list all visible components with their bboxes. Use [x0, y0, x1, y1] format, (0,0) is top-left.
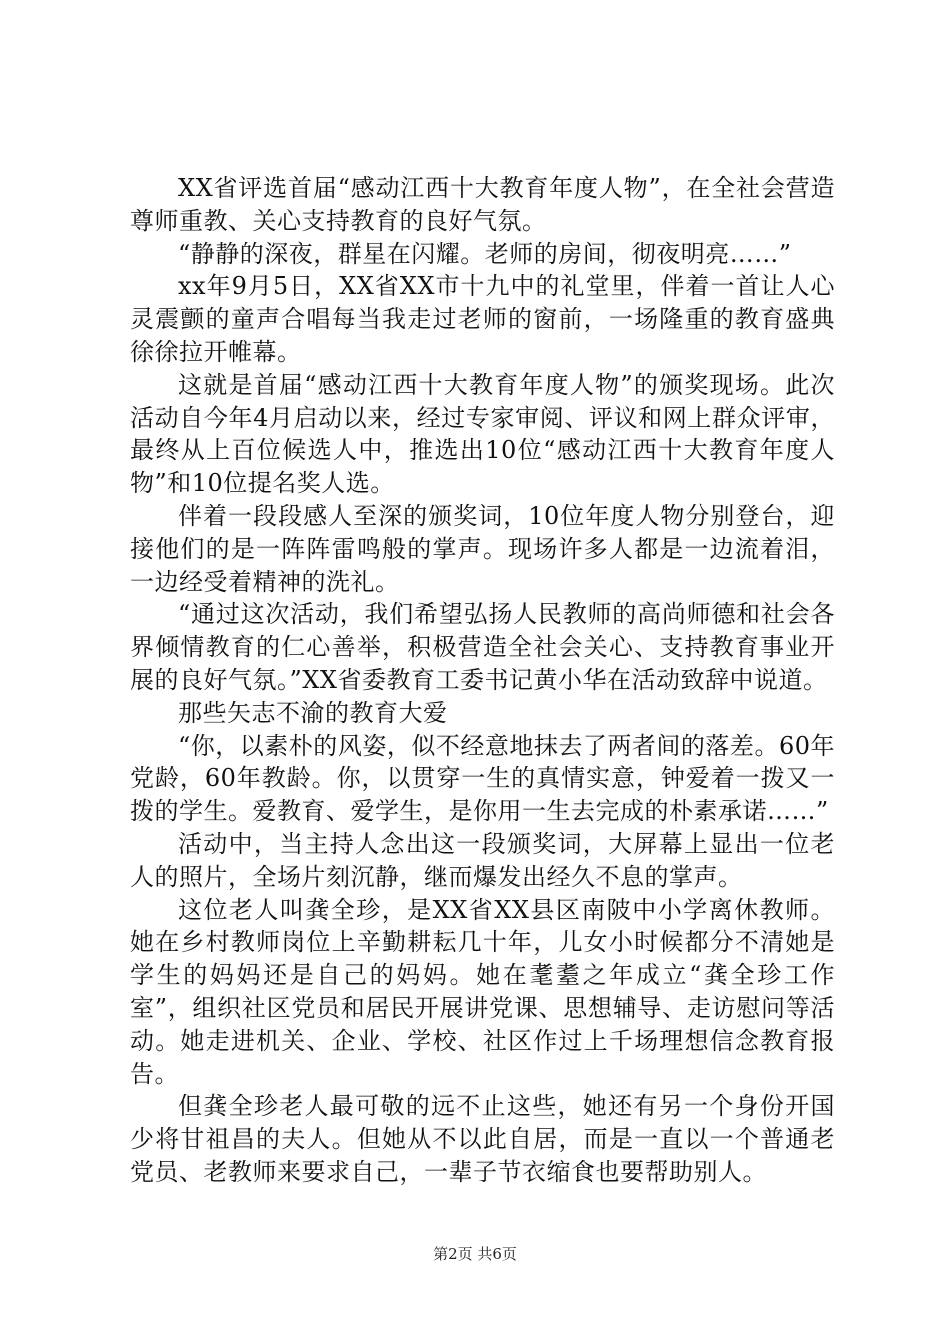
- paragraph-5: 伴着一段段感人至深的颁奖词，10位年度人物分别登台，迎接他们的是一阵阵雷鸣般的掌声。现场许多人都是一边流着泪，一边经受着精神的洗礼。: [130, 501, 835, 596]
- page-number-footer: 第2页 共6页: [433, 1245, 517, 1263]
- paragraph-2: “静静的深夜，群星在闪耀。老师的房间，彻夜明亮……”: [178, 239, 792, 268]
- paragraph-8: “你，以素朴的风姿，似不经意地抹去了两者间的落差。60年党龄，60年教龄。你，以贯穿一生的真情实意，钟爱着一拨又一拨的学生。爱教育、爱学生，是你用一生去完成的朴素承诺……”: [130, 731, 835, 826]
- paragraph-1: XX省评选首届“感动江西十大教育年度人物”，在全社会营造尊师重教、关心支持教育的良好气氛。: [130, 174, 835, 235]
- paragraph-4: 这就是首届“感动江西十大教育年度人物”的颁奖现场。此次活动自今年4月启动以来，经过专家审阅、评议和网上群众评审，最终从上百位候选人中，推选出10位“感动江西十大教育年度人物”和10位提名奖人选。: [130, 370, 835, 498]
- paragraph-11: 但龚全珍老人最可敬的远不止这些，她还有另一个身份开国少将甘祖昌的夫人。但她从不以此自居，而是一直以一个普通老党员、老教师来要求自己，一辈子节衣缩食也要帮助别人。: [130, 1092, 835, 1186]
- document-body: [130, 172, 835, 1189]
- paragraph-3: xx年9月5日，XX省XX市十九中的礼堂里，伴着一首让人心灵震颤的童声合唱每当我走过老师的窗前，一场隆重的教育盛典徐徐拉开帷幕。: [130, 272, 835, 366]
- paragraph-10: 这位老人叫龚全珍，是XX省XX县区南陂中小学离休教师。她在乡村教师岗位上辛勤耕耘几十年，儿女小时候都分不清她是学生的妈妈还是自己的妈妈。她在耄耋之年成立“龚全珍工作室”，组织社区党员和居民开展讲党课、思想辅导、走访慰问等活动。她走进机关、企业、学校、社区作过上千场理想信念教育报告。: [130, 895, 835, 1088]
- section-heading: 那些矢志不渝的教育大爱: [178, 698, 448, 727]
- paragraph-9: 活动中，当主持人念出这一段颁奖词，大屏幕上显出一位老人的照片，全场片刻沉静，继而爆发出经久不息的掌声。: [130, 829, 835, 891]
- paragraph-6: “通过这次活动，我们希望弘扬人民教师的高尚师德和社会各界倾情教育的仁心善举，积极营造全社会关心、支持教育事业开展的良好气氛。”XX省委教育工委书记黄小华在活动致辞中说道。: [130, 600, 835, 694]
